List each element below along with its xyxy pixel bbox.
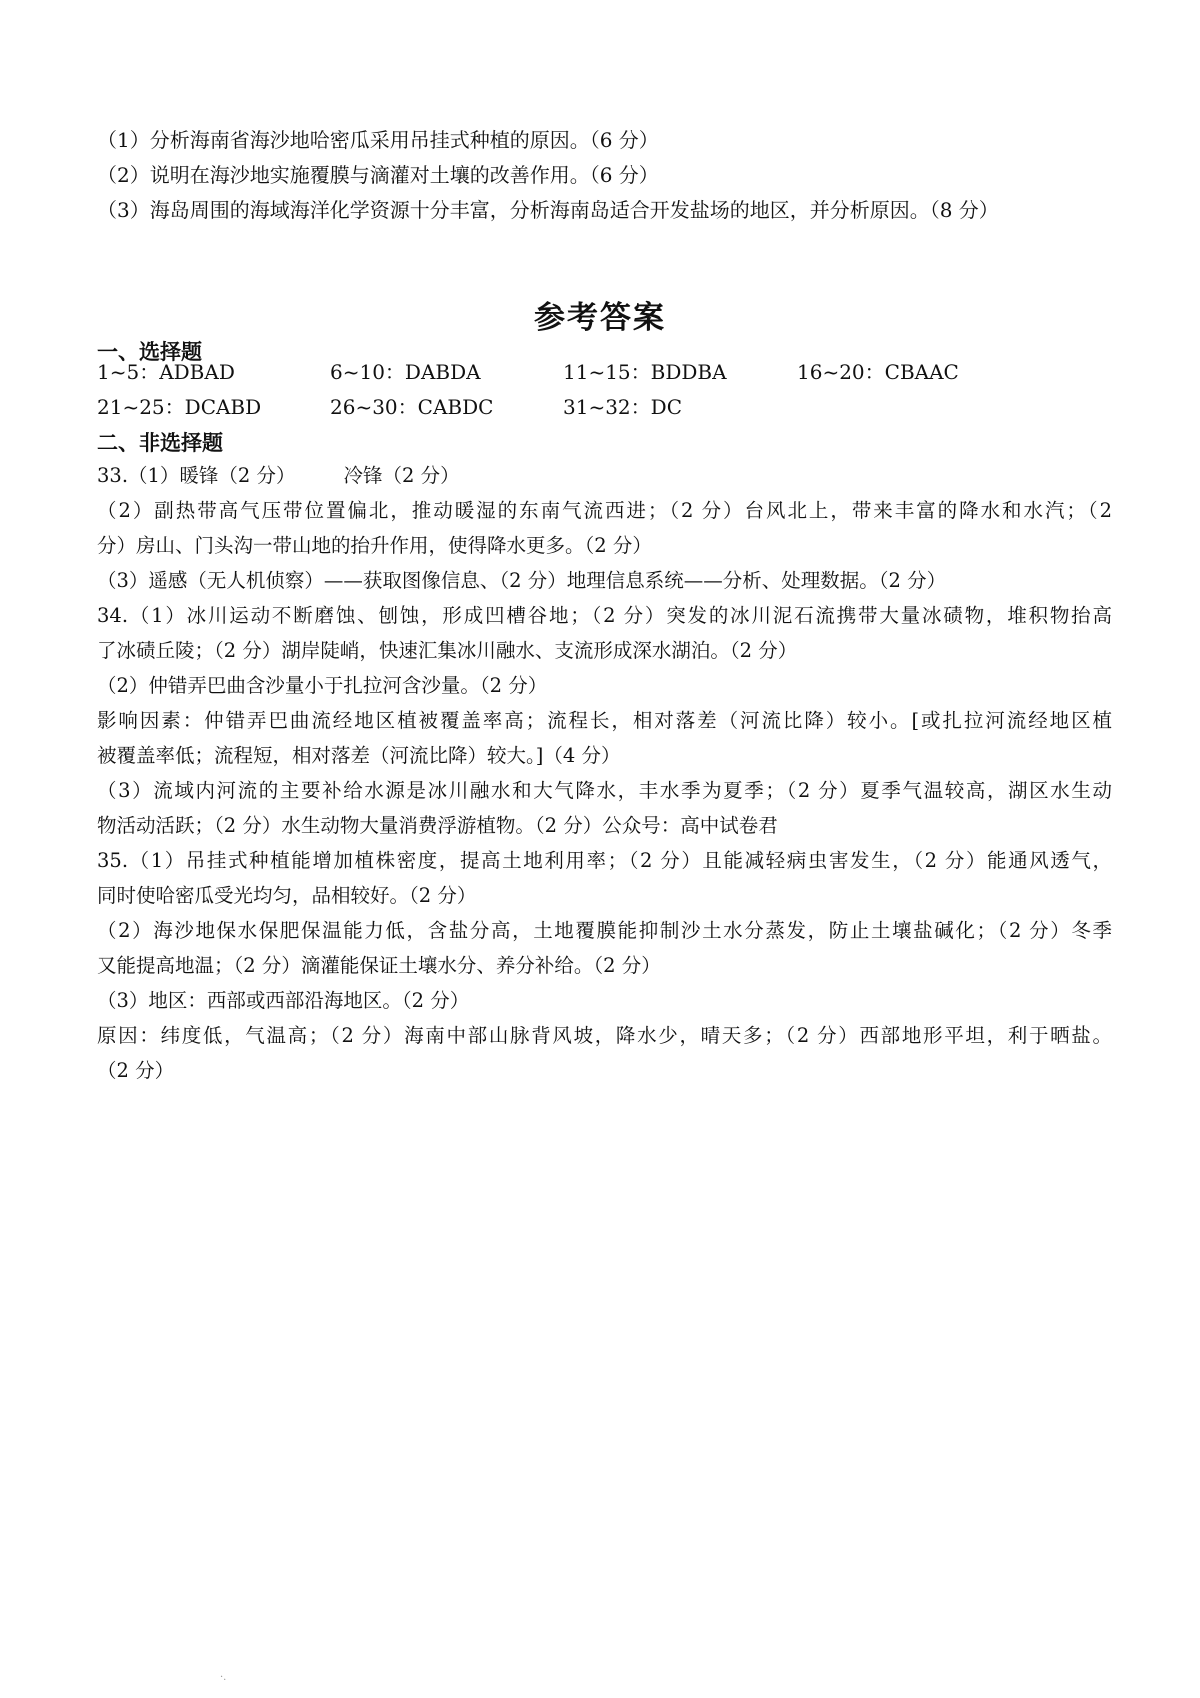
question-line-2: （2）说明在海沙地实施覆膜与滴灌对土壤的改善作用。（6 分） (97, 163, 659, 187)
q34-line-4: 影响因素：仲错弄巴曲流经地区植被覆盖率高；流程长，相对落差（河流比降）较小。[或扎拉河流经地区植 (97, 709, 1112, 732)
q34-line-5: 被覆盖率低；流程短，相对落差（河流比降）较大。]（4 分） (97, 744, 621, 767)
answer-title: 参考答案 (534, 300, 666, 336)
mc-answer: 1~5：ADBAD (97, 360, 235, 384)
q35-line-1: 35.（1）吊挂式种植能增加植株密度，提高土地利用率；（2 分）且能减轻病虫害发生，（2 分）能通风透气， (97, 849, 1112, 872)
q34-line-6: （3）流域内河流的主要补给水源是冰川融水和大气降水，丰水季为夏季；（2 分）夏季气温较高，湖区水生动 (97, 779, 1112, 802)
mc-answer: 6~10：DABDA (330, 360, 481, 384)
q33-line-4: （3）遥感（无人机侦察）——获取图像信息、（2 分）地理信息系统——分析、处理数据。（2 分） (97, 569, 947, 592)
q33-cold-front: 冷锋（2 分） (343, 464, 460, 487)
q35-line-2: 同时使哈密瓜受光均匀，品相较好。（2 分） (97, 884, 477, 907)
q35-line-6: 原因：纬度低，气温高；（2 分）海南中部山脉背风坡，降水少，晴天多；（2 分）西部地形平坦，利于晒盐。 (97, 1024, 1112, 1047)
q33-warm-front: 33.（1）暖锋（2 分） (97, 464, 296, 487)
q33-line-3: 分）房山、门头沟一带山地的抬升作用，使得降水更多。（2 分） (97, 534, 652, 557)
q34-line-2: 了冰碛丘陵；（2 分）湖岸陡峭，快速汇集冰川融水、支流形成深水湖泊。（2 分） (97, 639, 798, 662)
question-line-3: （3）海岛周围的海域海洋化学资源十分丰富，分析海南岛适合开发盐场的地区，并分析原因。（8 分） (97, 198, 999, 222)
q33-line-1 (97, 462, 1112, 490)
q34-line-7: 物活动活跃；（2 分）水生动物大量消费浮游植物。（2 分）公众号：高中试卷君 (97, 814, 778, 837)
mc-answer: 11~15：BDDBA (563, 360, 727, 384)
q35-line-4: 又能提高地温；（2 分）滴灌能保证土壤水分、养分补给。（2 分） (97, 954, 661, 977)
q35-line-5: （3）地区：西部或西部沿海地区。（2 分） (97, 989, 470, 1012)
section-heading-choice: 一、选择题 (97, 340, 202, 364)
q34-line-1: 34.（1）冰川运动不断磨蚀、刨蚀，形成凹槽谷地；（2 分）突发的冰川泥石流携带大量冰碛物，堆积物抬高 (97, 604, 1112, 627)
mc-answer-row-2 (97, 393, 1107, 421)
mc-answer: 21~25：DCABD (97, 395, 262, 419)
q35-line-7: （2 分） (97, 1059, 175, 1082)
footer-mark: ·. (220, 1672, 227, 1683)
mc-answer: 26~30：CABDC (330, 395, 494, 419)
q33-line-2: （2）副热带高气压带位置偏北，推动暖湿的东南气流西进；（2 分）台风北上，带来丰富的降水和水汽；（2 (97, 499, 1112, 522)
mc-answer: 31~32：DC (563, 395, 682, 419)
mc-answer: 16~20：CBAAC (797, 360, 959, 384)
question-line-1: （1）分析海南省海沙地哈密瓜采用吊挂式种植的原因。（6 分） (97, 128, 659, 152)
mc-answer-row-1 (97, 358, 1107, 386)
section-heading-non-choice: 二、非选择题 (97, 431, 223, 455)
q34-line-3: （2）仲错弄巴曲含沙量小于扎拉河含沙量。（2 分） (97, 674, 548, 697)
q35-line-3: （2）海沙地保水保肥保温能力低，含盐分高，土地覆膜能抑制沙土水分蒸发，防止土壤盐碱化；（2 分）冬季 (97, 919, 1112, 942)
